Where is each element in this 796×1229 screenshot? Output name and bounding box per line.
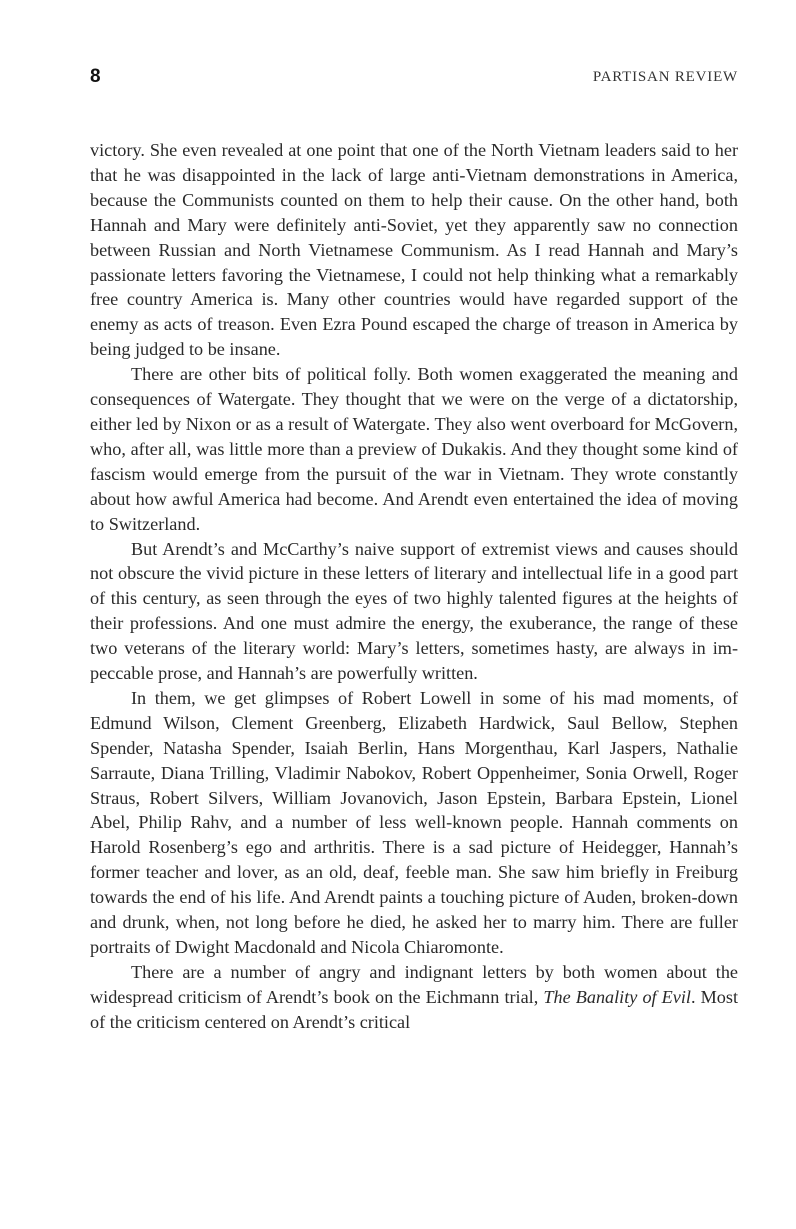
page-header	[90, 66, 738, 90]
paragraph-continued: victory. She even revealed at one point that one of the North Vietnam leaders said to her that he was disappointed in the lack of large anti-Vietnam demonstrations in America, because the Communists counted on them to help their cause. On the other hand, both Hannah and Mary were definitely anti-Soviet, yet they apparently saw no connection between Russian and North Vietnamese Communism. As I read Hannah and Mary’s passionate letters favoring the Vietnamese, I could not help thinking what a remarkably free country America is. Many other countries would have regarded support of the enemy as acts of treason. Even Ezra Pound escaped the charge of treason in America by being judged to be insane.	[90, 140, 738, 360]
page-number: 8	[90, 66, 101, 87]
paragraph-literary-life: But Arendt’s and McCarthy’s naive support of extremist views and causes should not obscure the vivid picture in these letters of literary and intellectual life in a good part of this century, as seen through the eyes of two highly talented figures at the heights of their professions. And one must admire the energy, the exuberance, the range of these two veterans of the literary world: Mary’s letters, sometimes hasty, are always in impeccable prose, and Hannah’s are powerfully written.	[90, 538, 738, 684]
paragraph-glimpses: In them, we get glimpses of Robert Lowell in some of his mad moments, of Edmund Wilson, Clement Greenberg, Elizabeth Hardwick, Saul Bellow, Stephen Spender, Natasha Spender, Isaiah Berlin, Hans Morgenthau, Karl Jaspers, Nathalie Sarraute, Diana Trilling, Vladimir Nabokov, Robert Oppenheimer, Sonia Orwell, Roger Straus, Robert Silvers, William Jovanovich, Jason Epstein, Barbara Epstein, Lionel Abel, Philip Rahv, and a number of less well-known people. Hannah comments on Harold Rosenberg’s ego and arthritis. There is a sad picture of Heidegger, Hannah’s former teacher and lover, as an old, deaf, feeble man. She saw him briefly in Freiburg towards the end of his life. And Arendt paints a touching picture of Auden, broken-down and drunk, when, not long before he died, he asked her to marry him. There are fuller portraits of Dwight Macdonald and Nicola Chiaromonte.	[90, 687, 738, 957]
paragraph-eichmann-text-end: . Most of the criticism centered on Arendt’s critical	[90, 986, 739, 1032]
paragraph-eichmann-text-start: There are a number of angry and indignant letters by both women about the widespread criticism of Arendt’s book on the Eichmann trial,	[90, 961, 738, 1007]
paragraph-eichmann	[90, 960, 738, 1035]
running-head: PARTISAN REVIEW	[592, 69, 738, 85]
paragraph-political-folly: There are other bits of political folly. Both women exaggerated the meaning and consequences of Watergate. They thought that we were on the verge of a dictatorship, either led by Nixon or as a result of Watergate. They also went overboard for McGovern, who, after all, was little more than a preview of Dukakis. And they thought some kind of fascism would emerge from the pursuit of the war in Vietnam. They wrote constantly about how awful America had become. And Arendt even entertained the idea of moving to Switzerland.	[90, 364, 738, 534]
body-text	[90, 138, 738, 1035]
book-title: The Banality of Evil	[543, 986, 691, 1007]
